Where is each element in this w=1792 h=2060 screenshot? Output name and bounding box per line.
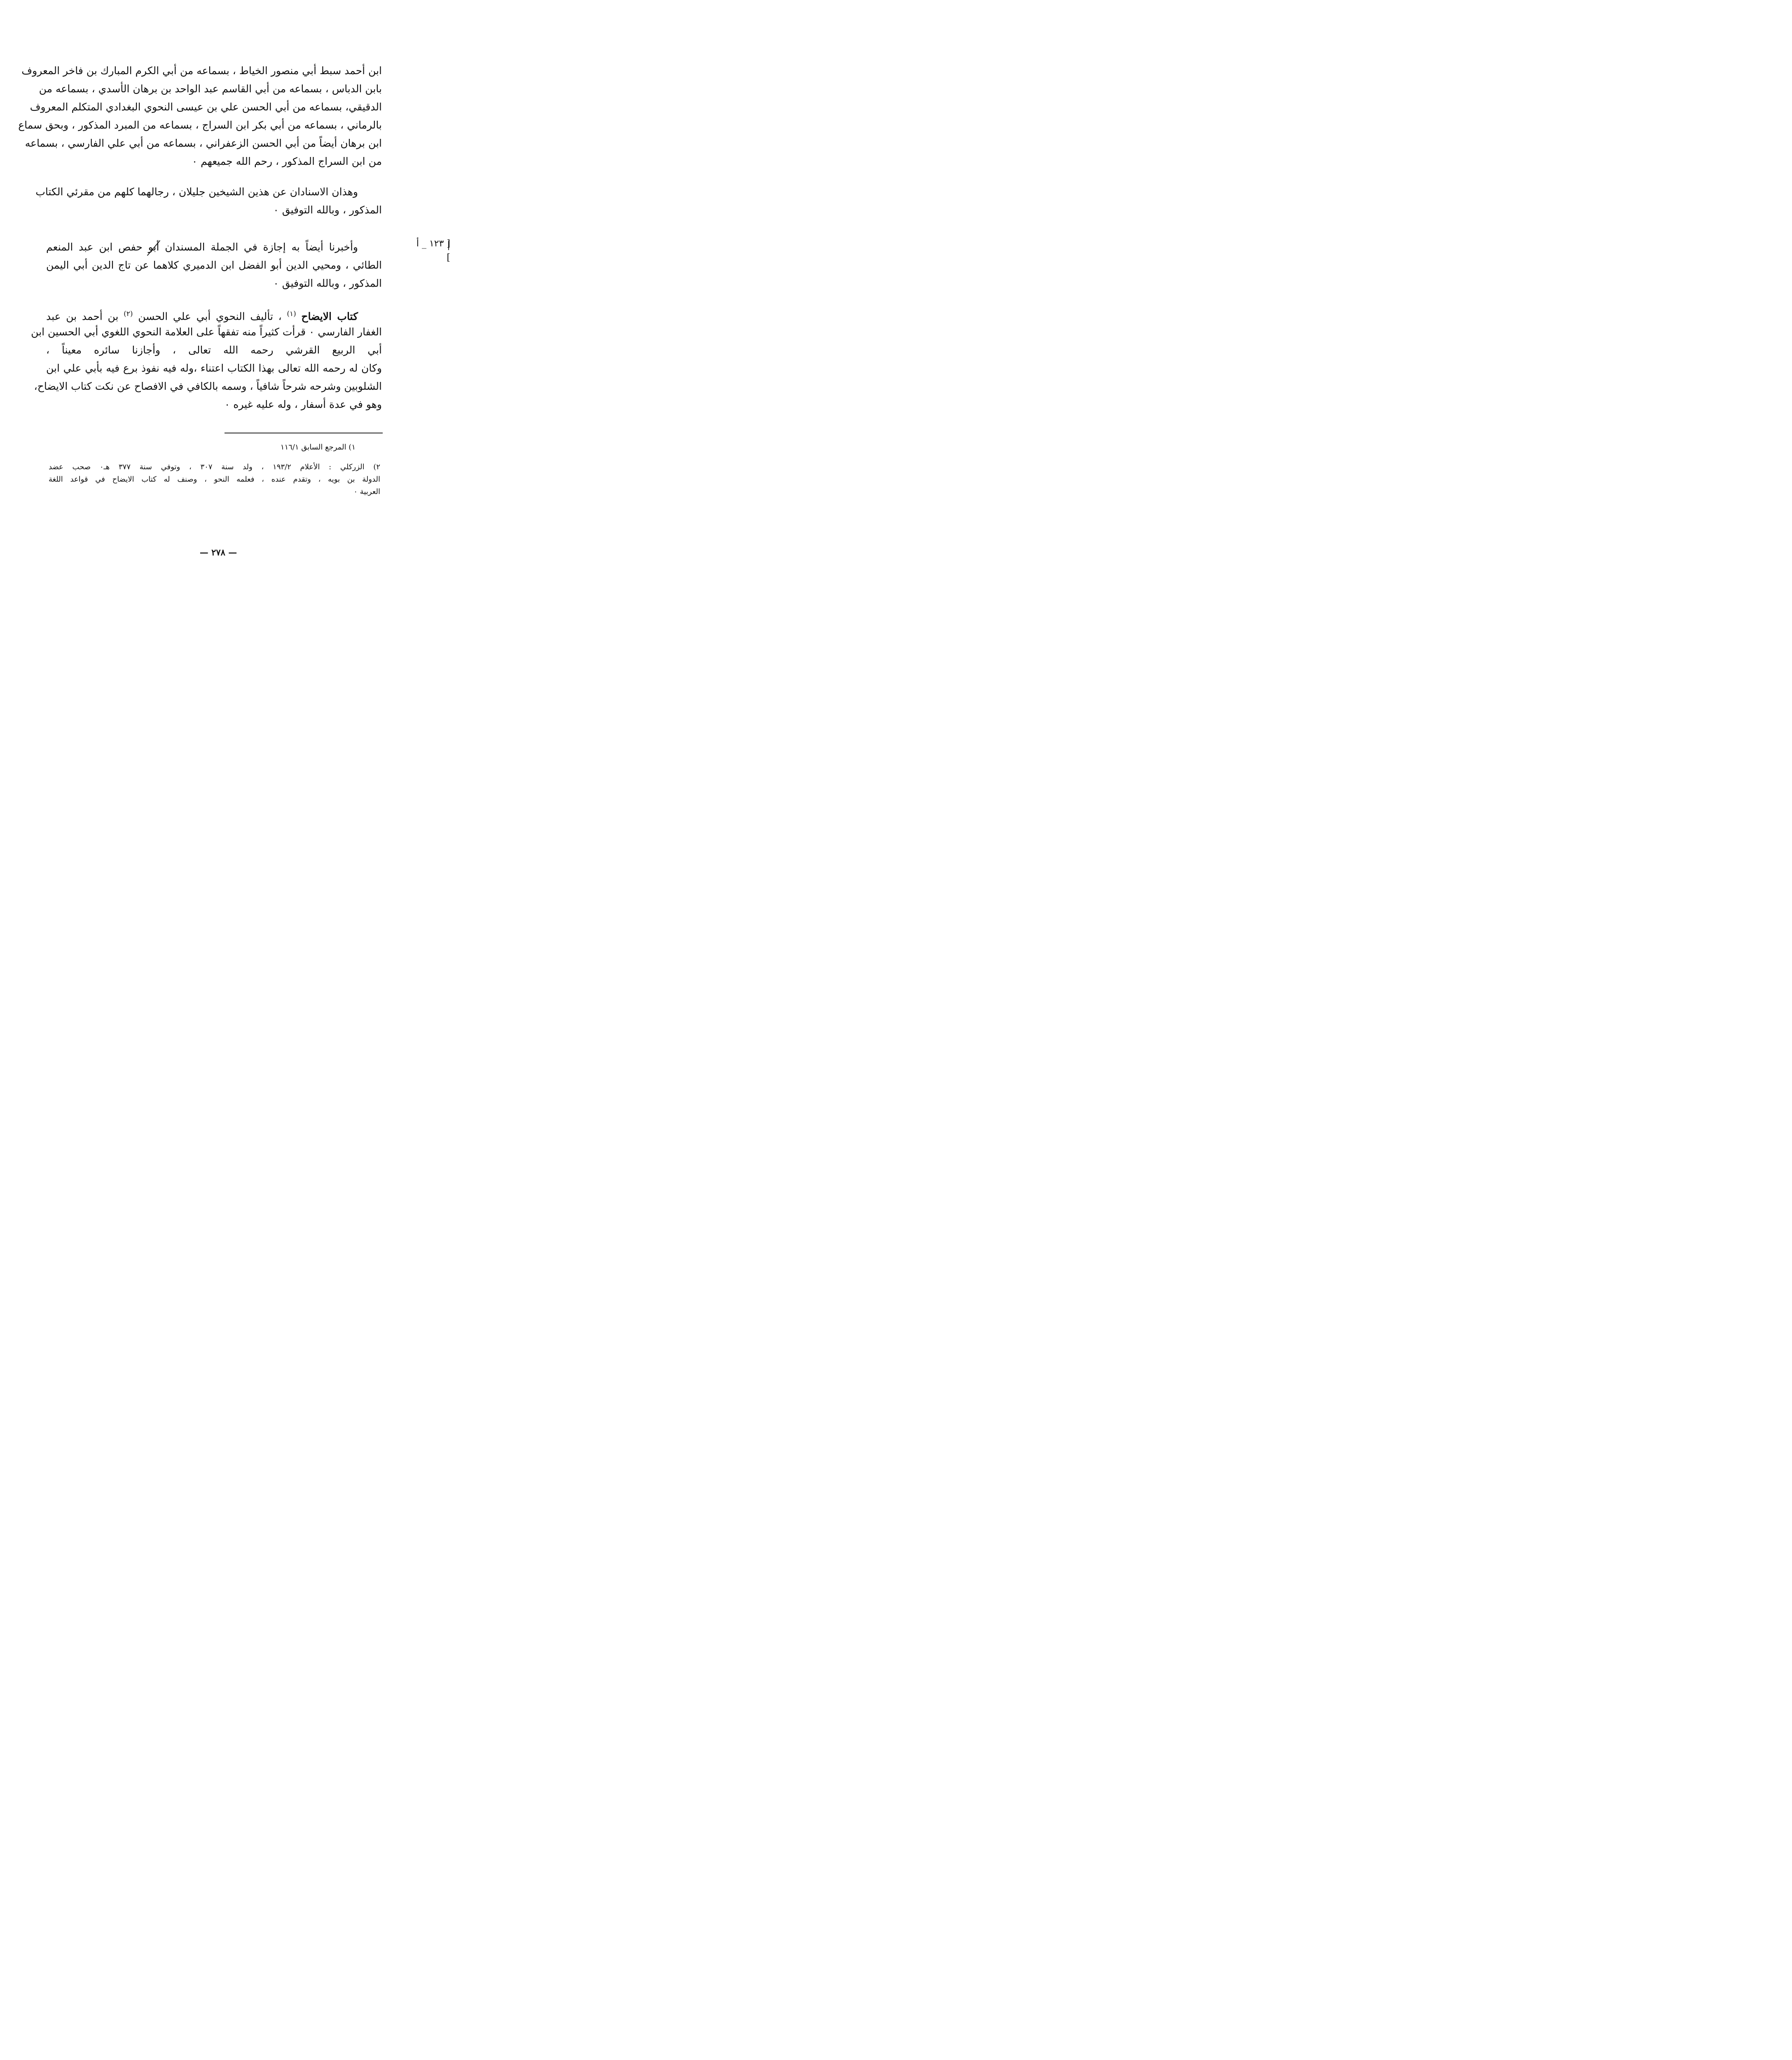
body-line: الغفار الفارسي ٠ قرأت كثيراً منه تفقهاً على العلامة النحوي اللغوي أبي الحسين ابن <box>31 326 382 338</box>
footnote: العربية ٠ <box>353 487 380 496</box>
book-page <box>0 0 454 643</box>
body-line: الدقيقي، بسماعه من أبي الحسن علي بن عيسى النحوي البغدادي المتكلم المعروف <box>30 101 382 113</box>
body-line: وهذان الاسنادان عن هذين الشيخين جليلان ، رجالهما كلهم من مقرئي الكتاب <box>35 186 358 198</box>
body-line: وأخبرنا أيضاً به إجازة في الجملة المسندان أبو حفص ابن عبد المنعم <box>46 241 358 253</box>
body-line: بابن الدباس ، بسماعه من أبي القاسم عبد الواحد بن برهان الأسدي ، بسماعه من <box>39 83 382 95</box>
section-title: كتاب الايضاح <box>301 310 358 323</box>
body-line: أبي الربيع القرشي رحمه الله تعالى ، وأجازنا سائره معيناً ، <box>46 344 382 356</box>
body-text: بن أحمد بن عبد <box>46 310 119 323</box>
margin-folio-note: [ ١٢٣ _ أ ] <box>416 239 450 263</box>
body-line: ابن برهان أيضاً من أبي الحسن الزعفراني ، بسماعه من أبي علي الفارسي ، بسماعه <box>25 137 382 149</box>
footnote-ref: (٢) <box>124 310 133 318</box>
body-line: المذكور ، وبالله التوفيق ٠ <box>273 277 382 289</box>
body-line: من ابن السراج المذكور ، رحم الله جميعهم ٠ <box>192 155 382 167</box>
footnote: الدولة بن بويه ، وتقدم عنده ، فعلمه النحو ، وصنف له كتاب الايضاح في قواعد اللغة <box>49 475 380 484</box>
footnote: ١) المرجع السابق ١١٦/١ <box>280 443 356 452</box>
footnote: ٢) الزركلي : الأعلام ١٩٣/٢ ، ولد سنة ٣٠٧ ، وتوفي سنة ٣٧٧ هـ٠ صحب عضد <box>49 463 380 471</box>
body-line: وكان له رحمه الله تعالى بهذا الكتاب اعتناء ،وله فيه نفوذ برع فيه بأبي علي ابن <box>46 362 382 374</box>
body-line: المذكور ، وبالله التوفيق ٠ <box>273 204 382 216</box>
body-line: وهو في عدة أسفار ، وله عليه غيره ٠ <box>224 398 382 410</box>
body-line: الطائي ، ومحيي الدين أبو الفضل ابن الدميري كلاهما عن تاج الدين أبي اليمن <box>46 259 382 271</box>
page-number: — ٢٧٨ — <box>199 547 237 557</box>
body-line: الشلوبين وشرحه شرحاً شافياً ، وسمه بالكافي في الافصاح عن نكت كتاب الايضاح، <box>34 380 382 392</box>
body-text: ، تأليف النحوي أبي علي الحسن <box>138 310 282 323</box>
body-line: بالرماني ، بسماعه من أبي بكر ابن السراج ، بسماعه من المبرد المذكور ، وبحق سماع <box>18 119 382 131</box>
footnote-ref: (١) <box>287 310 296 318</box>
body-line: ابن أحمد سبط أبي منصور الخياط ، بسماعه من أبي الكرم المبارك بن فاخر المعروف <box>21 65 382 77</box>
section-opening-line <box>46 306 382 325</box>
